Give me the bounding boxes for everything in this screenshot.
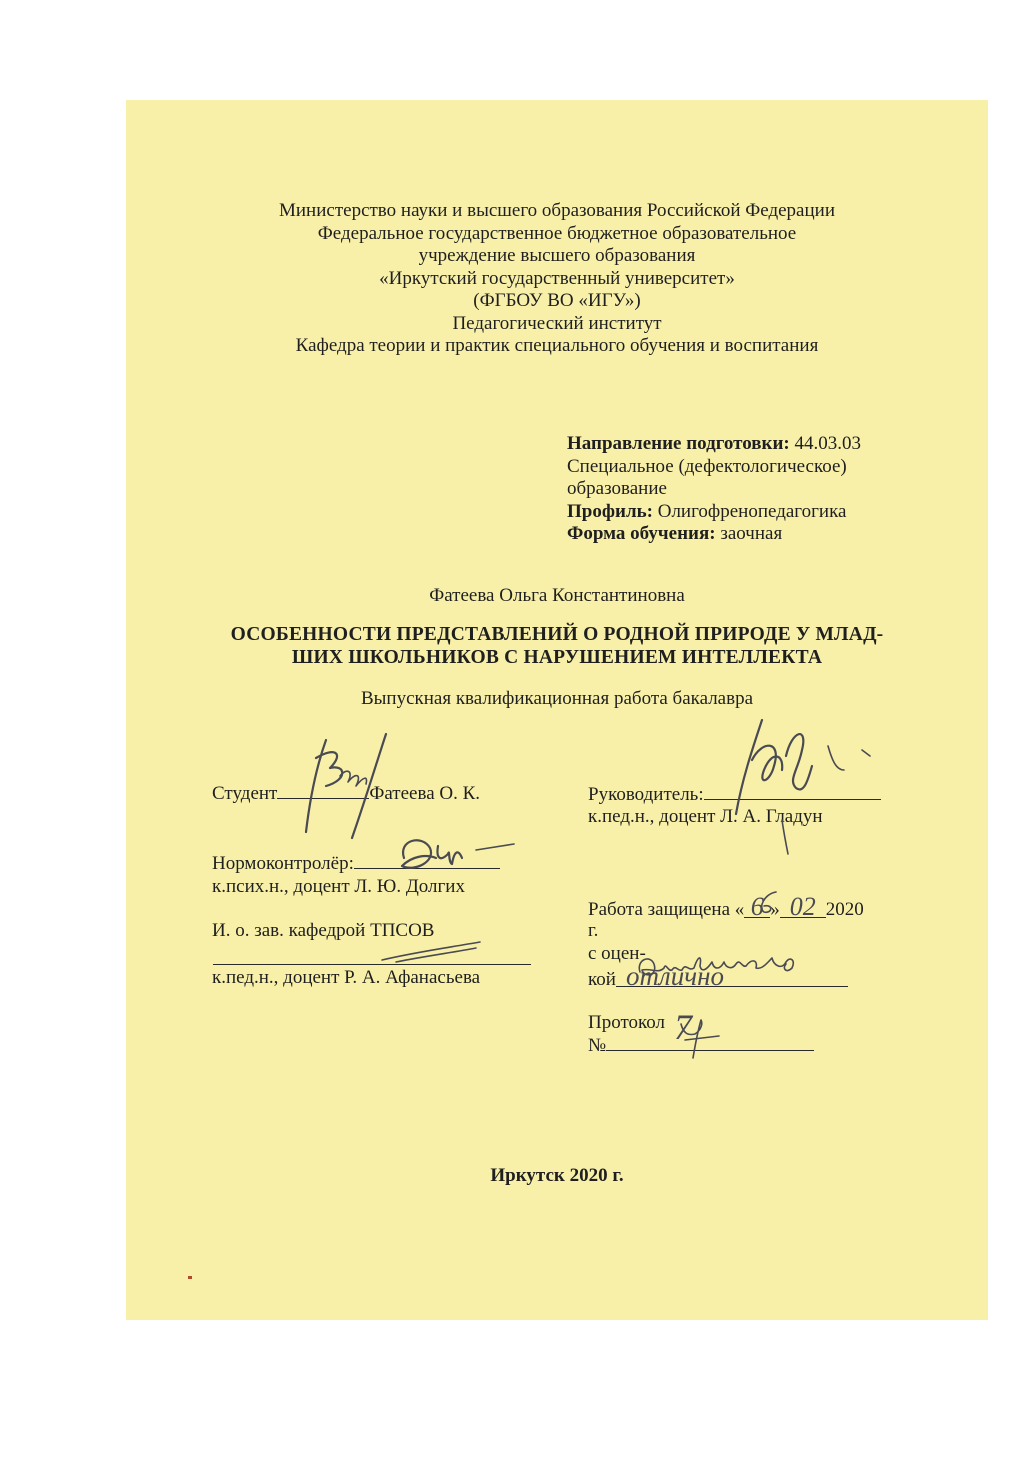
defense-month: 02 xyxy=(780,897,826,918)
form-value: заочная xyxy=(720,523,783,544)
student-name: Фатеева О. К. xyxy=(369,783,481,804)
grade-value: отлично xyxy=(616,966,848,987)
direction-line-2: Специальное (дефектологическое) xyxy=(567,455,847,477)
work-type: Выпускная квалификационная работа бакалавра xyxy=(360,688,754,709)
form-label: Форма обучения: xyxy=(567,523,716,544)
direction-line-3: образование xyxy=(567,478,667,499)
profile-row xyxy=(567,501,897,524)
defense-prefix: Работа защищена « xyxy=(588,899,745,920)
direction-label: Направление подготовки: xyxy=(567,433,790,454)
supervisor-label: Руководитель: xyxy=(588,784,704,805)
thesis-title xyxy=(126,623,988,669)
defense-mid: » xyxy=(770,899,780,920)
supervisor-signature xyxy=(712,710,882,860)
header-block xyxy=(126,200,988,358)
form-row xyxy=(567,523,897,546)
defense-day: 6 xyxy=(744,897,770,918)
head-label: И. о. зав. кафедрой ТПСОВ xyxy=(212,920,435,941)
student-signature xyxy=(286,728,396,838)
author-name: Фатеева Ольга Константиновна xyxy=(429,585,685,606)
student-label: Студент xyxy=(212,783,278,804)
institution-line-2: учреждение высшего образования xyxy=(418,245,696,266)
university-name: «Иркутский государственный университет» xyxy=(379,267,735,289)
department-name: Кафедра теории и практик специального обучения и воспитания xyxy=(295,335,819,356)
ministry-line: Министерство науки и высшего образования Российской Федерации xyxy=(279,200,835,221)
grade-label-1: с оцен- xyxy=(588,943,646,964)
protocol-number: 7 xyxy=(674,1007,692,1047)
university-abbr: (ФГБОУ ВО «ИГУ») xyxy=(473,290,641,311)
city-year: Иркутск 2020 г. xyxy=(490,1165,624,1186)
profile-value: Олигофренопедагогика xyxy=(657,500,847,522)
protocol-label: Протокол xyxy=(588,1012,666,1033)
head-signature xyxy=(376,934,486,974)
direction-value: 44.03.03 xyxy=(794,433,861,454)
institute-name: Педагогический институт xyxy=(452,312,662,334)
defense-year-suffix: г. xyxy=(588,920,599,941)
direction-row xyxy=(567,433,897,456)
institution-line-1: Федеральное государственное бюджетное образовательное xyxy=(317,222,797,244)
grade-handwriting xyxy=(636,948,816,984)
normcontrol-signature xyxy=(392,828,522,878)
supervisor-name: к.пед.н., доцент Л. А. Гладун xyxy=(588,806,823,827)
normcontrol-name: к.псих.н., доцент Л. Ю. Долгих xyxy=(212,876,465,897)
normcontrol-label: Нормоконтролёр: xyxy=(212,853,354,874)
defense-row xyxy=(588,892,864,922)
program-block xyxy=(567,433,897,546)
title-page xyxy=(126,100,988,1320)
protocol-no-label: № xyxy=(588,1035,607,1056)
protocol-number-mark xyxy=(671,1014,731,1062)
defense-day-mark xyxy=(754,888,784,918)
profile-label: Профиль: xyxy=(567,500,653,522)
grade-label-2: кой xyxy=(588,969,616,990)
thesis-title-line-1: ОСОБЕННОСТИ ПРЕДСТАВЛЕНИЙ О РОДНОЙ ПРИРОДЕ У МЛАД- xyxy=(230,624,884,645)
defense-year: 2020 xyxy=(825,899,864,920)
head-name: к.пед.н., доцент Р. А. Афанасьева xyxy=(212,967,481,988)
thesis-title-line-2: ШИХ ШКОЛЬНИКОВ С НАРУШЕНИЕМ ИНТЕЛЛЕКТА xyxy=(291,647,823,668)
paper-speck xyxy=(188,1276,192,1279)
